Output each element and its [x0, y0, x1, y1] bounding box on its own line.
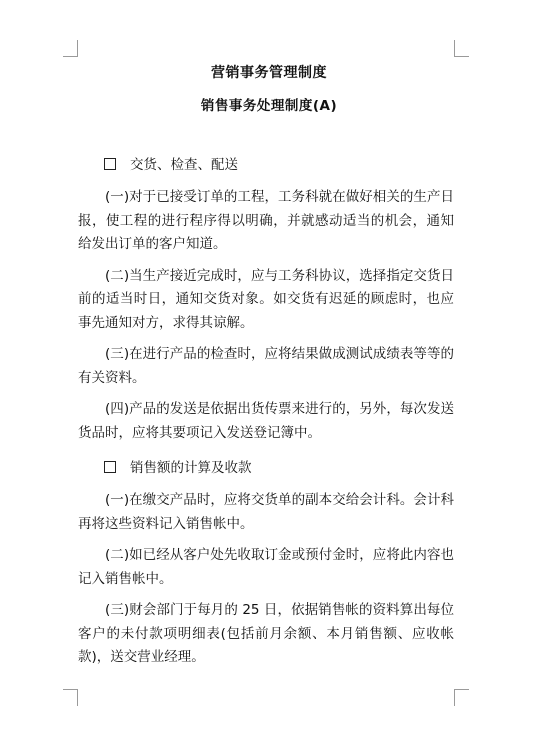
crop-mark-bottom-right	[454, 689, 469, 706]
paragraph: (三)财会部门于每月的 25 日，依据销售帐的资料算出每位客户的未付款项明细表(包括前月余额、本月销售额、应收帐款)，送交营业经理。	[78, 602, 454, 665]
document-body	[78, 152, 454, 670]
paragraph: (二)当生产接近完成时，应与工务科协议，选择指定交货日前的适当时日，通知交货对象。如交货有迟延的顾虑时，也应事先通知对方，求得其谅解。	[78, 267, 454, 331]
crop-mark-top-left	[63, 40, 78, 57]
document-subtitle: 销售事务处理制度(A)	[200, 98, 338, 114]
document-title: 营销事务管理制度	[211, 65, 327, 81]
paragraph: (四)产品的发送是依据出货传票来进行的，另外，每次发送货品时，应将其要项记入发送登记簿中。	[78, 401, 454, 441]
checkbox-square-icon	[104, 158, 116, 170]
crop-mark-bottom-left	[63, 689, 78, 706]
checkbox-square-icon	[104, 461, 116, 473]
section-heading-label: 销售额的计算及收款	[130, 460, 252, 476]
crop-mark-top-right	[454, 40, 469, 57]
section-heading-delivery	[104, 152, 454, 178]
section-heading-sales	[104, 455, 454, 481]
paragraph: (二)如已经从客户处先收取订金或预付金时，应将此内容也记入销售帐中。	[78, 547, 454, 587]
section-heading-label: 交货、检查、配送	[130, 157, 238, 173]
paragraph: (一)在缴交产品时，应将交货单的副本交给会计科。会计科再将这些资料记入销售帐中。	[78, 492, 454, 532]
paragraph: (三)在进行产品的检查时，应将结果做成测试成绩表等等的有关资料。	[78, 346, 454, 386]
paragraph: (一)对于已接受订单的工程，工务科就在做好相关的生产日报，使工程的进行程序得以明确，并就感动适当的机会，通知给发出订单的客户知道。	[78, 189, 454, 252]
